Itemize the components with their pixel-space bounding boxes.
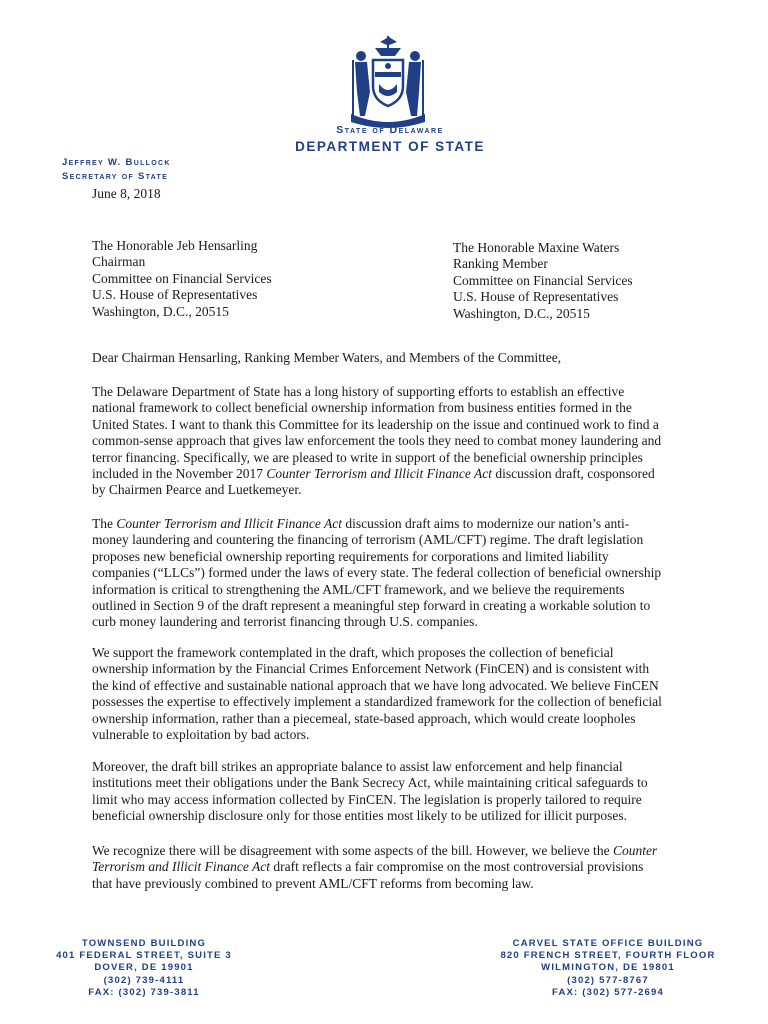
text-line: Terrorism and Illicit Finance Act draft reflects a fair compromise on the most controversial provisions [92, 859, 644, 875]
text-line: outlined in Section 9 of the draft represent a meaningful step forward in creating a workable solution to [92, 598, 651, 614]
paragraph-2 [92, 516, 706, 631]
paragraph-1 [92, 384, 706, 499]
address-line: U.S. House of Representatives [92, 287, 258, 303]
text-line: vulnerable to exploitation by bad actors. [92, 727, 310, 743]
footer-line: 820 FRENCH STREET, FOURTH FLOOR [500, 950, 716, 962]
address-line: Committee on Financial Services [92, 270, 272, 286]
footer-address-dover [38, 938, 250, 999]
official-name: Jeffrey W. Bullock [62, 157, 171, 168]
text-line: limit who may access information collected by FinCEN. The legislation is properly tailored to require [92, 791, 642, 807]
text-line: included in the November 2017 Counter Terrorism and Illicit Finance Act discussion draft, cosponsored [92, 466, 655, 482]
address-line: The Honorable Jeb Hensarling [92, 238, 258, 253]
paragraph-4 [92, 759, 706, 825]
text-line: curb money laundering and terrorist financing through U.S. companies. [92, 614, 478, 630]
text-line: institutions meet their obligations under the Bank Secrecy Act, while maintaining critical safeguards to [92, 775, 648, 791]
footer-line: CARVEL STATE OFFICE BUILDING [512, 938, 704, 949]
address-line: Committee on Financial Services [453, 272, 633, 288]
department-name: DEPARTMENT OF STATE [295, 139, 485, 154]
text-line: proposes new beneficial ownership reporting requirements for corporations and limited liability [92, 548, 609, 564]
text-line: the kind of effective and sustainable national approach that we have long advocated. We believe FinCEN [92, 677, 659, 693]
footer-line: TOWNSEND BUILDING [81, 938, 207, 949]
text-line: information is critical to strengthening the AML/CFT framework, and we believe the requirements [92, 581, 625, 597]
address-line: The Honorable Maxine Waters [453, 240, 620, 255]
footer-line: FAX: (302) 739-3811 [88, 986, 200, 998]
text-line: We recognize there will be disagreement with some aspects of the bill. However, we believe the Counter [92, 843, 658, 858]
address-line: Washington, D.C., 20515 [92, 303, 229, 319]
paragraph-3 [92, 645, 706, 743]
recipient-address-right [453, 240, 633, 322]
state-name: State of Delaware [336, 124, 444, 136]
address-line: Ranking Member [453, 256, 548, 272]
address-line: U.S. House of Representatives [453, 289, 619, 305]
footer-line: (302) 577-8767 [567, 974, 649, 986]
official-title: Secretary of State [62, 171, 169, 182]
footer-line: (302) 739-4111 [103, 974, 185, 986]
text-line: possesses the expertise to effectively implement a standardized framework for the collection of beneficial [92, 694, 662, 710]
footer-line: DOVER, DE 19901 [94, 962, 194, 974]
text-line: Moreover, the draft bill strikes an appropriate balance to assist law enforcement and help financial [92, 759, 623, 774]
address-line: Chairman [92, 254, 146, 270]
footer-line: 401 FEDERAL STREET, SUITE 3 [56, 950, 232, 962]
footer-address-wilmington [488, 938, 728, 999]
footer-line: WILMINGTON, DE 19801 [541, 962, 675, 974]
delaware-state-seal-icon [345, 30, 431, 128]
recipient-address-left [92, 238, 272, 320]
text-line: companies (“LLCs”) formed under the laws of every state. The federal collection of beneficial ownership [92, 565, 662, 581]
text-line: common-sense approach that gives law enforcement the tools they need to combat money laundering and [92, 433, 662, 449]
text-line: terror financing. Specifically, we are pleased to write in support of the beneficial ownership principles [92, 449, 643, 465]
text-line: beneficial ownership disclosure only for those entities most likely to be utilized for illicit purposes. [92, 808, 628, 824]
paragraph-5 [92, 843, 706, 892]
text-line: We support the framework contemplated in the draft, which proposes the collection of beneficial [92, 645, 614, 660]
text-line: money laundering and countering the financing of terrorism (AML/CFT) regime. The draft legislation [92, 532, 644, 548]
text-line: national framework to collect beneficial ownership information from business entities formed in the [92, 400, 632, 416]
salutation: Dear Chairman Hensarling, Ranking Member Waters, and Members of the Committee, [92, 350, 562, 365]
footer-line: FAX: (302) 577-2694 [551, 986, 665, 998]
text-line: by Chairmen Pearce and Luetkemeyer. [92, 482, 302, 498]
text-line: that have previously combined to prevent AML/CFT reforms from becoming law. [92, 875, 534, 891]
text-line: United States. I want to thank this Committee for its leadership on the issue and continued work to find a [92, 416, 659, 432]
text-line: The Counter Terrorism and Illicit Finance Act discussion draft aims to modernize our nation’s anti- [92, 516, 630, 531]
text-line: The Delaware Department of State has a long history of supporting efforts to establish an effective [92, 384, 625, 399]
address-line: Washington, D.C., 20515 [453, 305, 590, 321]
text-line: ownership information by the Financial Crimes Enforcement Network (FinCEN) and is consistent with [92, 661, 650, 677]
letter-date: June 8, 2018 [92, 186, 161, 201]
text-line: ownership information, rather than a piecemeal, state-based approach, which would create loopholes [92, 710, 636, 726]
